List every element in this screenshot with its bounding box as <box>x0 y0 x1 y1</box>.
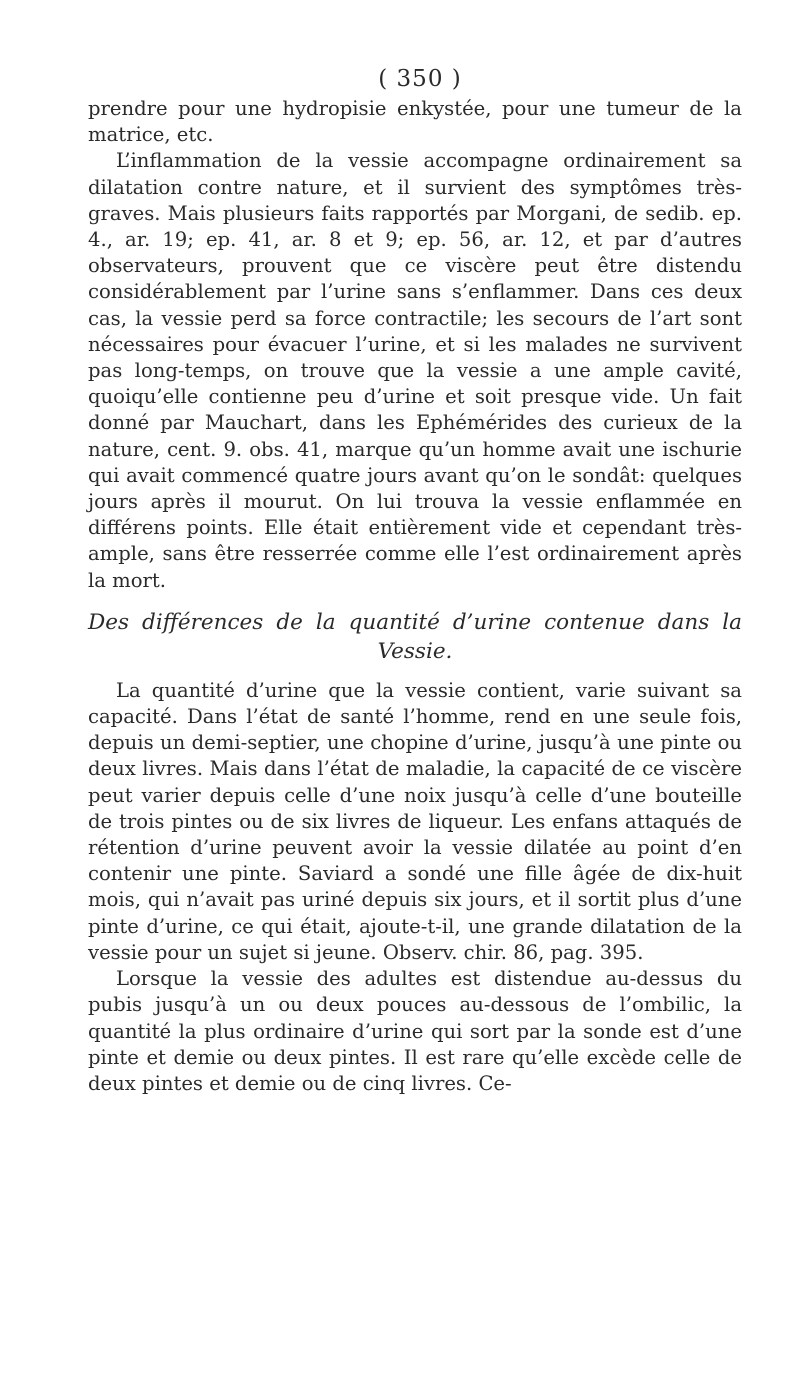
paragraph-continuation: prendre pour une hydropisie enkystée, pour une tumeur de la matrice, etc. <box>88 97 742 147</box>
paragraph-quantity: La quantité d’urine que la vessie contient, varie suivant sa capacité. Dans l’état de santé l’homme, rend en une seule fois, depuis un demi-septier, une chopine d’urine, jusqu’à une pinte ou deux livres. Mais dans l’état de maladie, la capacité de ce viscère peut varier depuis celle d’une noix jusqu’à celle d’une bouteille de trois pintes ou de six livres de liqueur. Les enfans attaqués de rétention d’urine peuvent avoir la vessie dilatée au point d’en contenir une pinte. Saviard a sondé une fille âgée de dix-huit mois, qui n’avait pas uriné depuis six jours, et il sortit plus d’une pinte d’urine, ce qui était, ajoute-t-il, une grande dilatation de la vessie pour un sujet si jeune. Observ. chir. 86, pag. 395. <box>88 678 742 964</box>
paragraph-adults: Lorsque la vessie des adultes est distendue au-dessus du pubis jusqu’à un ou deux pouces au-dessous de l’ombilic, la quantité la plus ordinaire d’urine qui sort par la sonde est d’une pinte et demie ou deux pintes. Il est rare qu’elle excède celle de deux pintes et demie ou de cinq livres. Ce- <box>88 967 742 1095</box>
paragraph-inflammation: L’inflammation de la vessie accompagne ordinairement sa dilatation contre nature, et il survient des symptômes très-graves. Mais plusieurs faits rapportés par Morgani, de sedib. ep. 4., ar. 19; ep. 41, ar. 8 et 9; ep. 56, ar. 12, et par d’autres observateurs, prouvent que ce viscère peut être distendu considérablement par l’urine sans s’enflammer. Dans ces deux cas, la vessie perd sa force contractile; les secours de l’art sont nécessaires pour évacuer l’urine, et si les malades ne survivent pas long-temps, on trouve que la vessie a une ample cavité, quoiqu’elle contienne peu d’urine et soit presque vide. Un fait donné par Mauchart, dans les Ephémérides des curieux de la nature, cent. 9. obs. 41, marque qu’un homme avait une ischurie qui avait commencé quatre jours avant qu’on le sondât: quelques jours après il mourut. On lui trouva la vessie enflammée en différens points. Elle était entièrement vide et cependant très-ample, sans être resserrée comme elle l’est ordinairement après la mort. <box>88 149 742 592</box>
book-page <box>88 62 742 1097</box>
section-heading <box>88 608 742 666</box>
page-number: ( 350 ) <box>378 66 462 92</box>
section-heading-line-1: Des différences de la quantité d’urine contenue dans la <box>88 609 742 635</box>
section-heading-line-2: Vessie. <box>377 638 453 664</box>
